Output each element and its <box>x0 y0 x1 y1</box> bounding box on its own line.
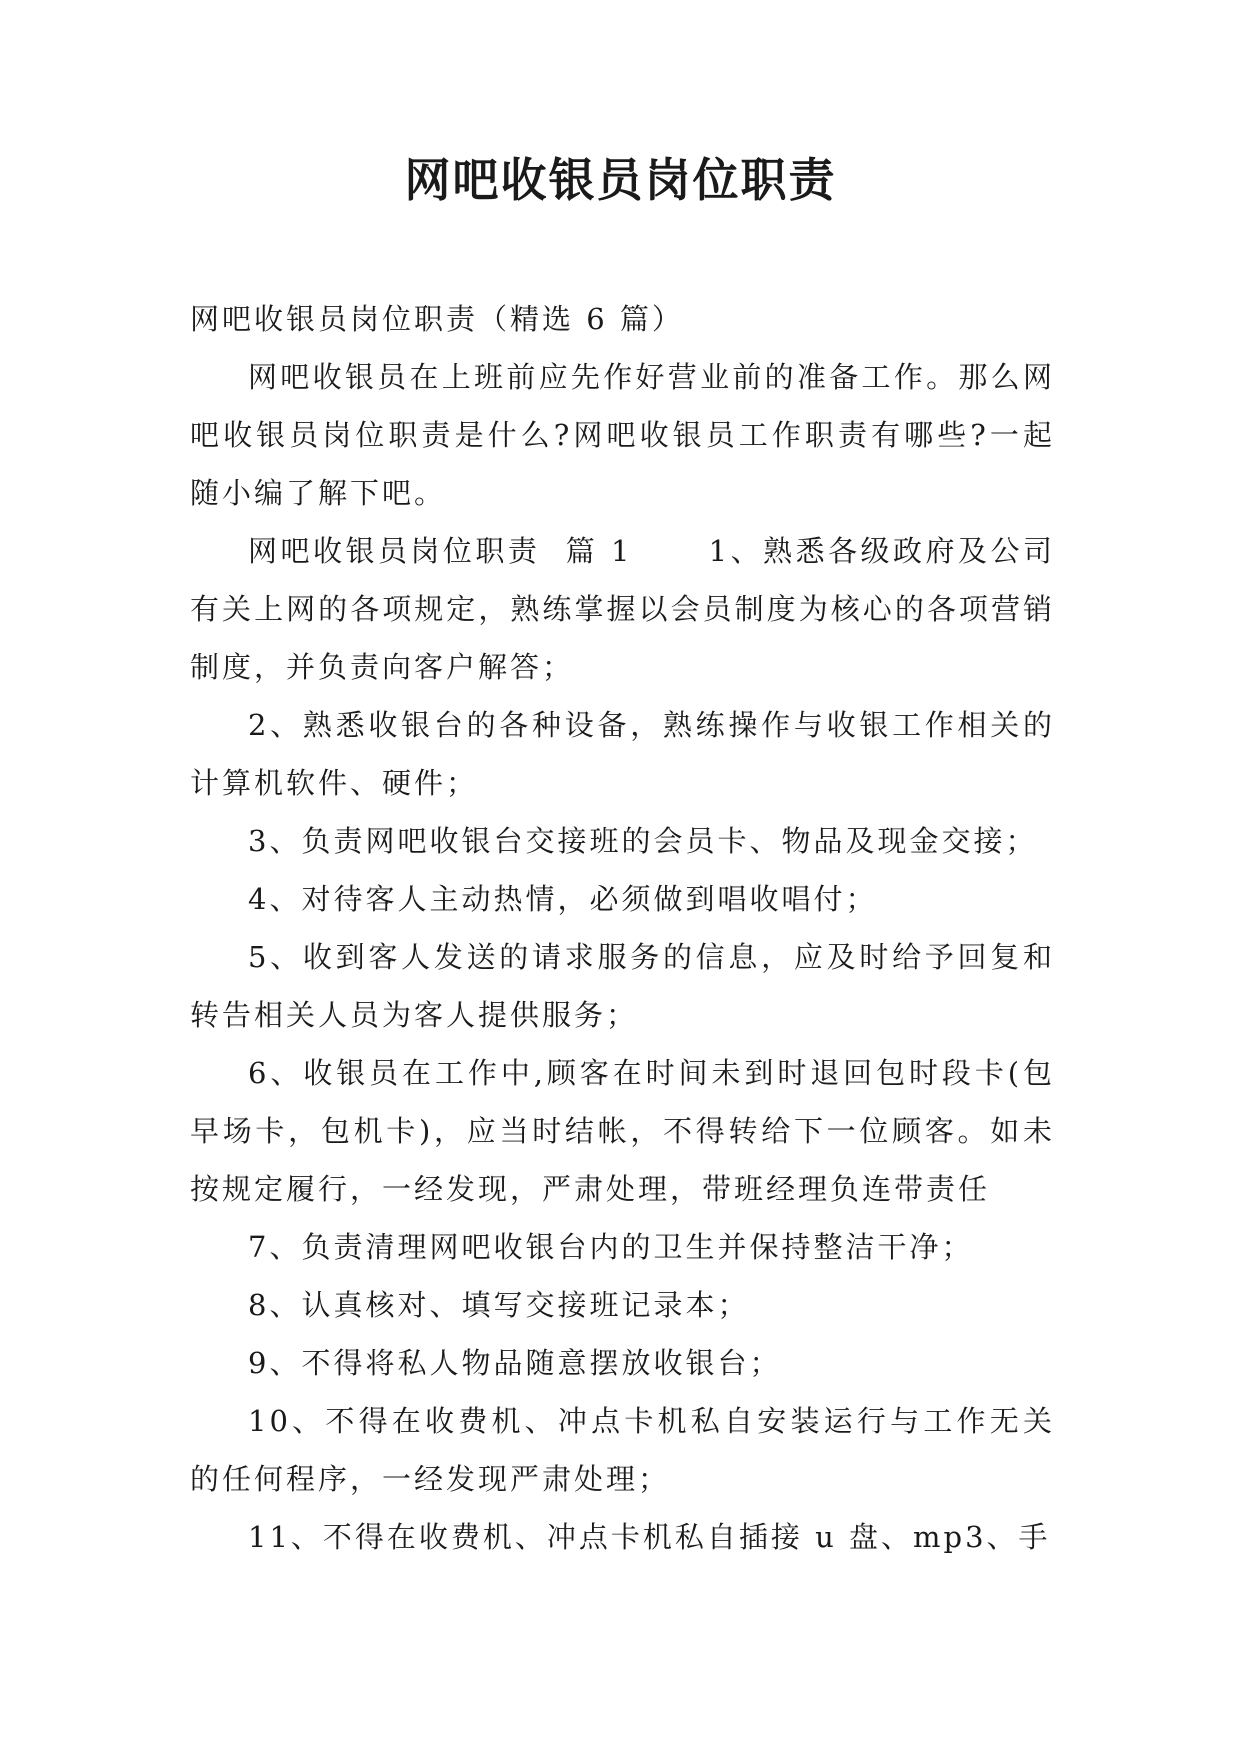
document-subtitle: 网吧收银员岗位职责（精选 6 篇） <box>190 302 684 336</box>
duty-item-6: 6、收银员在工作中,顾客在时间未到时退回包时段卡(包早场卡，包机卡)，应当时结帐，不得转给下一位顾客。如未按规定履行，一经发现，严肃处理，带班经理负连带责任 <box>190 1056 1055 1206</box>
duty-item-9: 9、不得将私人物品随意摆放收银台； <box>248 1346 782 1380</box>
duty-item-5: 5、收到客人发送的请求服务的信息，应及时给予回复和转告相关人员为客人提供服务； <box>190 940 1055 1032</box>
duty-item-7: 7、负责清理网吧收银台内的卫生并保持整洁干净； <box>248 1230 974 1264</box>
duty-item-3: 3、负责网吧收银台交接班的会员卡、物品及现金交接； <box>248 824 1038 858</box>
intro-paragraph: 网吧收银员在上班前应先作好营业前的准备工作。那么网吧收银员岗位职责是什么?网吧收银员工作职责有哪些?一起随小编了解下吧。 <box>190 360 1055 510</box>
duty-item-2: 2、熟悉收银台的各种设备，熟练操作与收银工作相关的计算机软件、硬件； <box>190 708 1055 800</box>
document-body <box>190 290 1055 1566</box>
duty-item-11: 11、不得在收费机、冲点卡机私自插接 u 盘、mp3、手 <box>248 1520 1051 1554</box>
duty-item-8: 8、认真核对、填写交接班记录本； <box>248 1288 750 1322</box>
section-1-paragraph: 网吧收银员岗位职责 篇 1 1、熟悉各级政府及公司有关上网的各项规定，熟练掌握以会员制度为核心的各项营销制度，并负责向客户解答； <box>190 534 1055 684</box>
duty-item-4: 4、对待客人主动热情，必须做到唱收唱付； <box>248 882 878 916</box>
document-title: 网吧收银员岗位职责 <box>404 153 837 207</box>
duty-item-10: 10、不得在收费机、冲点卡机私自安装运行与工作无关的任何程序，一经发现严肃处理； <box>190 1404 1055 1496</box>
